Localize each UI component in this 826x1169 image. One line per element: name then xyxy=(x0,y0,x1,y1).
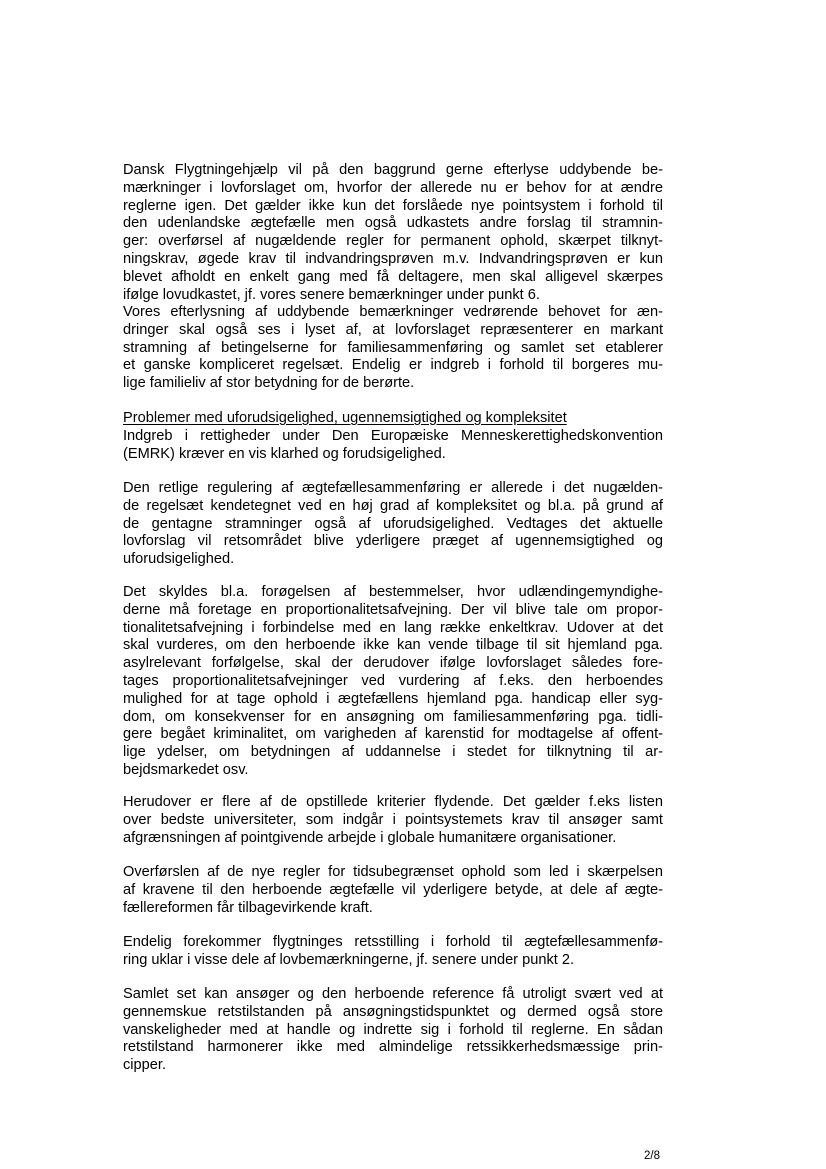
paragraph-tilbagevirkende-kraft xyxy=(123,864,663,917)
section-heading: Problemer med uforudsigelighed, ugennemsigtighed og kompleksitet xyxy=(123,410,567,426)
text-line: Endelig forekommer flygtninges retsstilling i forhold til ægtefællesammenfø- xyxy=(123,934,663,950)
text-line: afgrænsningen af pointgivende arbejde i globale humanitære organisationer. xyxy=(123,829,617,846)
text-line: cipper. xyxy=(123,1057,166,1074)
text-line: Det skyldes bl.a. forøgelsen af bestemmelser, hvor udlændingemyndighe- xyxy=(123,584,663,600)
text-line: den udenlandske ægtefælle men også udkastets andre forslag til stramnin- xyxy=(123,215,663,232)
text-line: fællereformen får tilbagevirkende kraft. xyxy=(123,899,373,916)
text-line: derne må foretage en proportionalitetsafvejning. Der vil blive tale om propor- xyxy=(123,601,663,618)
paragraph-retlige-regulering xyxy=(123,480,663,569)
text-line: tionalitetsafvejning i forbindelse med en lang række enkeltkrav. Udover at det xyxy=(123,619,663,636)
text-line: asylrelevant forfølgelse, skal der derudover ifølge lovforslaget således fore- xyxy=(123,655,663,672)
text-line: Overførslen af de nye regler for tidsubegrænset ophold som led i skærpelsen xyxy=(123,864,663,880)
paragraph-proportionalitet xyxy=(123,584,663,780)
text-line: de gentagne stramninger også af uforudsigelighed. Vedtages det aktuelle xyxy=(123,515,663,532)
text-line: mulighed for at tage ophold i ægtefællens hjemland pga. handicap eller syg- xyxy=(123,690,663,707)
text-line: retstilstand harmonerer ikke med almindelige retssikkerhedsmæssige prin- xyxy=(123,1039,663,1056)
paragraph-samlet-set xyxy=(123,986,663,1075)
text-line: gere begået kriminalitet, om varigheden af karenstid for modtagelse af offent- xyxy=(123,726,663,743)
text-line: stramning af betingelserne for familiesammenføring og samlet set etablerer xyxy=(123,339,663,356)
text-line: reglerne igen. Det gælder ikke kun det forslåede nye pointsystem i forhold til xyxy=(123,197,663,214)
paragraph-efterlysning xyxy=(123,162,663,304)
text-line: et ganske kompliceret regelsæt. Endelig er indgreb i forhold til borgeres mu- xyxy=(123,357,663,374)
text-line: Den retlige regulering af ægtefællesammenføring er allerede i det nugælden- xyxy=(123,480,663,496)
text-line: dom, om konsekvenser for en ansøgning om familiesammenføring pga. tidli- xyxy=(123,708,663,725)
paragraph-behov-for-aendringer xyxy=(123,304,663,393)
text-line: uforudsigelighed. xyxy=(123,551,235,568)
text-line: vanskeligheder med at handle og indrette sig i forhold til reglerne. En sådan xyxy=(123,1021,663,1038)
text-line: Indgreb i rettigheder under Den Europæiske Menneskerettighedskonvention xyxy=(123,427,663,444)
page-number: 2/8 xyxy=(644,1150,660,1162)
text-line: mærkninger i lovforslaget om, hvorfor der allerede nu er behov for at ændre xyxy=(123,179,663,196)
text-line: lige familieliv af stor betydning for de berørte. xyxy=(123,375,415,392)
text-line: Herudover er flere af de opstillede kriterier flydende. Det gælder f.eks listen xyxy=(123,794,663,810)
text-line: tages proportionalitetsafvejninger ved vurdering af f.eks. den herboendes xyxy=(123,672,663,689)
text-line: gennemskue retstilstanden på ansøgningstidspunktet og dermed også store xyxy=(123,1003,663,1020)
text-line: (EMRK) kræver en vis klarhed og forudsigelighed. xyxy=(123,445,446,462)
text-line: af kravene til den herboende ægtefælle vil yderligere betyde, at dele af ægte- xyxy=(123,881,663,898)
paragraph-flygtninges-retsstilling xyxy=(123,934,663,970)
text-line: de regelsæt kendetegnet ved en høj grad af kompleksitet og bl.a. på grund af xyxy=(123,497,663,514)
text-line: ring uklar i visse dele af lovbemærkningerne, jf. senere under punkt 2. xyxy=(123,951,575,968)
text-line: ger: overførsel af nugældende regler for permanent ophold, skærpet tilknyt- xyxy=(123,233,663,250)
text-line: lovforslag vil retsområdet blive yderligere præget af ugennemsigtighed og xyxy=(123,533,663,550)
text-line: ningskrav, øgede krav til indvandringsprøven m.v. Indvandringsprøven er kun xyxy=(123,250,663,267)
text-line: skal vurderes, om den herboende ikke kan vende tilbage til sit hjemland pga. xyxy=(123,637,663,654)
text-line: dringer skal også ses i lyset af, at lovforslaget repræsenterer en markant xyxy=(123,321,663,338)
text-line: ifølge lovudkastet, jf. vores senere bemærkninger under punkt 6. xyxy=(123,286,540,303)
text-line: bejdsmarkedet osv. xyxy=(123,761,249,778)
paragraph-flydende-kriterier xyxy=(123,794,663,847)
text-line: Vores efterlysning af uddybende bemærkninger vedrørende behovet for æn- xyxy=(123,304,663,320)
section-problemer xyxy=(123,410,663,463)
text-line: lige ydelser, om betydningen af uddannelse i stedet for tilknytning til ar- xyxy=(123,744,663,761)
text-line: Samlet set kan ansøger og den herboende reference få utroligt svært ved at xyxy=(123,986,663,1002)
text-line: over bedste universiteter, som indgår i pointsystemets krav til ansøger samt xyxy=(123,811,663,828)
text-line: blevet afholdt en enkelt gang med få deltagere, men skal alligevel skærpes xyxy=(123,268,663,285)
text-line: Dansk Flygtningehjælp vil på den baggrund gerne efterlyse uddybende be- xyxy=(123,162,663,178)
